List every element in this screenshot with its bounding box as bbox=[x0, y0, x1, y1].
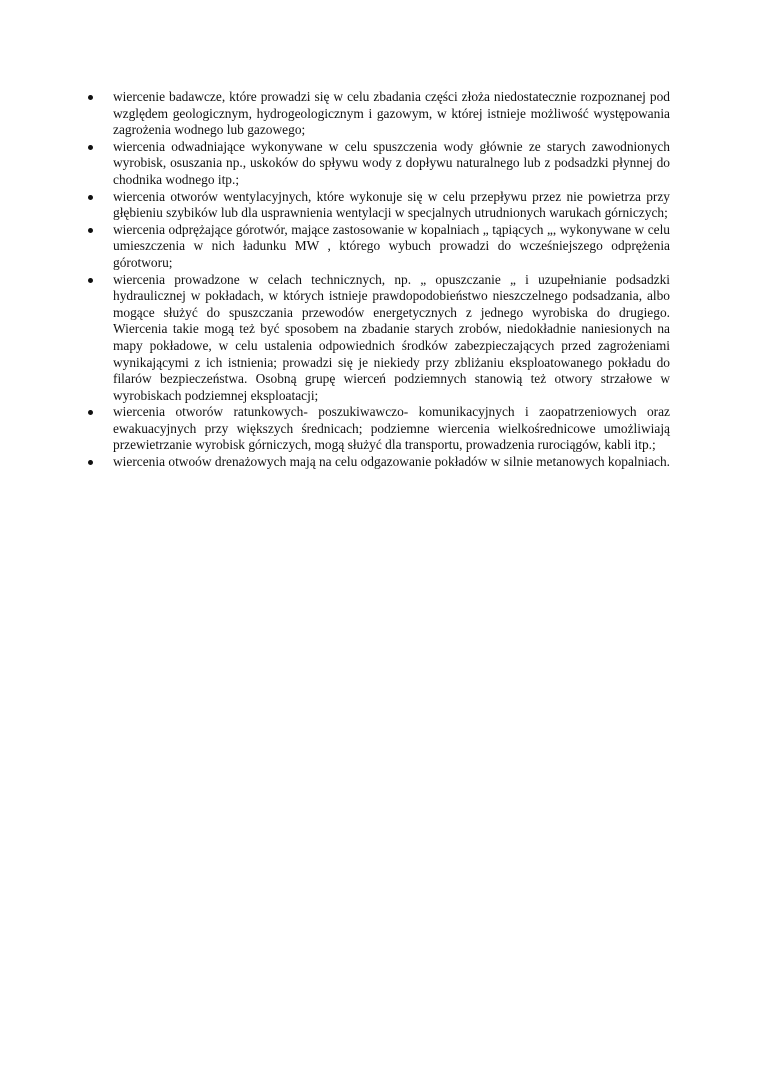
bullet-icon bbox=[88, 95, 93, 100]
list-item bbox=[88, 222, 670, 272]
bullet-icon bbox=[88, 460, 93, 465]
list-item-text: wiercenie badawcze, które prowadzi się w celu zbadania części złoża niedostatecznie rozpoznanej pod względem geologicznym, hydrogeologicznym i gazowym, w której istnieje możliwość występowania zagrożenia wodnego lub gazowego; bbox=[113, 89, 670, 138]
list-item-text: wiercenia otworów ratunkowych- poszukiwawczo- komunikacyjnych i zaopatrzeniowych oraz ewakuacyjnych przy większych średnicach; podziemne wiercenia wielkośrednicowe umożliwiają przewietrzanie wyrobisk górniczych, mogą służyć dla transportu, prowadzenia rurociągów, kabli itp.; bbox=[113, 404, 670, 453]
list-item bbox=[88, 89, 670, 139]
list-item bbox=[88, 139, 670, 189]
list-item-text: wiercenia otworów wentylacyjnych, które wykonuje się w celu przepływu przez nie powietrza przy głębieniu szybików lub dla usprawnienia wentylacji w specjalnych utrudnionych warukach górniczych; bbox=[113, 188, 670, 221]
bullet-icon bbox=[88, 145, 93, 150]
list-item bbox=[88, 272, 670, 405]
list-item-text: wiercenia odwadniające wykonywane w celu spuszczenia wody głównie ze starych zawodnionych wyrobisk, osuszania np., uskoków do spływu wody z dopływu naturalnego lub z podsadzki płynnej do chodnika wodnego itp.; bbox=[113, 138, 670, 187]
list-item-text: wiercenia odprężające górotwór, mające zastosowanie w kopalniach „ tąpiących „, wykonywane w celu umieszczenia w nich ładunku MW , którego wybuch prowadzi do wcześniejszego odprężenia górotworu; bbox=[113, 221, 670, 270]
list-item bbox=[88, 404, 670, 454]
bullet-list bbox=[88, 89, 670, 471]
bullet-icon bbox=[88, 278, 93, 283]
list-item-text: wiercenia prowadzone w celach technicznych, np. „ opuszczanie „ i uzupełnianie podsadzki hydraulicznej w pokładach, w których istnieje prawdopodobieństwo nieszczelnego podsadzania, albo mogące służyć do spuszczania przewodów energetycznych z jednego wyrobiska do drugiego. Wiercenia takie mogą też być sposobem na zbadanie starych zrobów, niedokładnie naniesionych na mapy pokładowe, w celu ustalenia odpowiednich środków zabezpieczających przed zagrożeniami wynikającymi z ich istnienia; prowadzi się je niekiedy przy zbliżaniu eksploatowanego pokładu do filarów bezpieczeństwa. Osobną grupę wierceń podziemnych stanowią też otwory strzałowe w wyrobiskach podziemnej eksploatacji; bbox=[113, 271, 670, 403]
list-item bbox=[88, 454, 670, 471]
bullet-icon bbox=[88, 228, 93, 233]
bullet-icon bbox=[88, 195, 93, 200]
list-item bbox=[88, 189, 670, 222]
list-item-text: wiercenia otwoów drenażowych mają na celu odgazowanie pokładów w silnie metanowych kopalniach. bbox=[113, 454, 670, 470]
bullet-icon bbox=[88, 410, 93, 415]
